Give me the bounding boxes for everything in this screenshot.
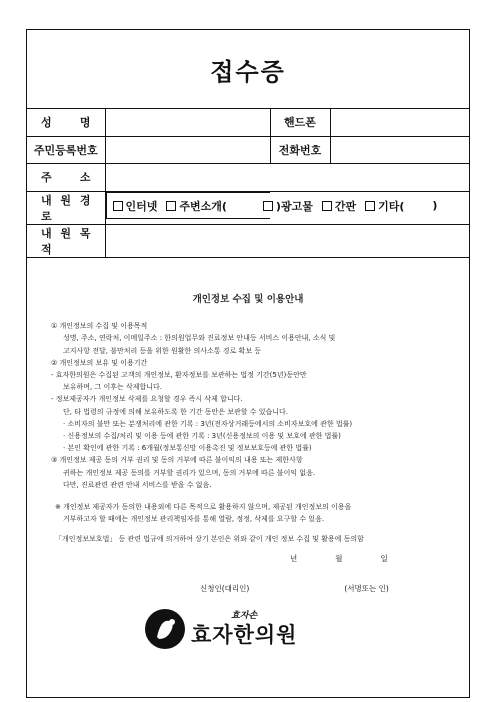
signature-note: (서명또는 인): [344, 584, 389, 593]
privacy-line: - 효자한의원은 수집된 고객의 개인정보, 환자정보를 보관하는 법정 기간(5년)동안만: [51, 371, 307, 380]
month-label: 월: [335, 554, 343, 563]
purpose-field[interactable]: [105, 224, 469, 257]
checkbox-icon: [365, 201, 375, 211]
resident-field[interactable]: [105, 136, 270, 164]
clinic-logo: [145, 608, 297, 649]
privacy-line: ③ 개인정보 제공 동의 거부 권리 및 동의 거부에 따른 불이익의 내용 또는 제한사항: [51, 456, 303, 465]
checkbox-icon: [322, 201, 332, 211]
privacy-line: · 본인 확인에 관한 기록 : 6개월(정보통신망 이용촉진 및 정보보호등에 관한 법률): [63, 444, 312, 453]
clinic-name: 효자한의원: [191, 623, 298, 647]
table-row: [27, 136, 469, 164]
privacy-line: ② 개인정보의 보유 및 이용기간: [51, 358, 148, 367]
table-row: [27, 191, 469, 224]
privacy-notice: [27, 276, 469, 546]
checkbox-icon: [113, 201, 123, 211]
resident-label: 주민등록번호: [27, 136, 105, 164]
address-label: 주 소: [27, 164, 105, 192]
consent-statement: 「개인정보보호법」 등 관련 법규에 의거하여 상기 본인은 위와 같이 개인 정보 수집 및 활용에 동의함: [55, 535, 364, 544]
route-label: 내 원 경 로: [27, 191, 105, 224]
phone-field[interactable]: [330, 136, 469, 164]
receipt-form: [26, 29, 470, 698]
table-row: [27, 164, 469, 192]
name-field[interactable]: [105, 109, 270, 137]
privacy-line: 보유하며, 그 이후는 삭제합니다.: [63, 383, 163, 392]
route-option-internet[interactable]: 인터넷: [113, 198, 158, 214]
privacy-notice-line: ※ 개인정보 제공자가 동의한 내용외에 다른 목적으로 활용하지 않으며, 제공된 개인정보의 이용을: [55, 503, 352, 512]
privacy-line: 다만, 진료관련 관련 안내 서비스를 받을 수 없음.: [63, 480, 212, 489]
privacy-line: 귀하는 개인정보 제공 동의를 거부할 권리가 있으며, 동의 거부에 따른 불이익 없음.: [63, 468, 316, 477]
privacy-line: ① 개인정보의 수집 및 이용목적: [51, 322, 148, 331]
privacy-line: 고지사항 전달, 불만처리 등을 위한 원활한 의사소통 경로 확보 등: [63, 346, 262, 355]
date-row: [290, 553, 388, 564]
day-label: 일: [380, 554, 388, 563]
name-label: 성 명: [27, 109, 105, 137]
table-row: [27, 109, 469, 137]
year-label: 년: [290, 554, 298, 563]
privacy-line: · 소비자의 불만 또는 분쟁처리에 관한 기록 : 3년(전자상거래등에서의 소비자보호에 관한 법률): [63, 419, 353, 428]
checkbox-icon: [263, 201, 273, 211]
purpose-label: 내 원 목 적: [27, 224, 105, 257]
privacy-line: 단, 타 법령의 규정에 의해 보유하도록 한 기간 동안은 보관할 수 있습니다.: [63, 407, 289, 416]
route-options: [106, 192, 438, 220]
page-title: 접수증: [27, 30, 469, 109]
mobile-label: 핸드폰: [270, 109, 330, 137]
clinic-emblem-icon: [145, 609, 185, 649]
info-table: [27, 108, 469, 258]
logo-tagline: 효자손: [231, 611, 258, 621]
privacy-line: - 정보제공자가 개인정보 삭제를 요청할 경우 즉시 삭제 합니다.: [51, 395, 243, 404]
route-option-other[interactable]: 기타( ): [365, 198, 437, 214]
privacy-title: 개인정보 수집 및 이용안내: [192, 294, 304, 305]
privacy-notice-line: 거부하고자 할 때에는 개인정보 관리책임자를 통해 열람, 정정, 삭제를 요구할 수 있음.: [63, 515, 325, 524]
address-field[interactable]: [105, 164, 469, 192]
applicant-label: 신청인(대리인): [200, 584, 250, 593]
privacy-line: 성명, 주소, 연락처, 이메일주소 : 한의원업무와 진료정보 안내등 서비스 이용안내, 소식 및: [63, 334, 336, 343]
route-option-referral[interactable]: 주변소개( )광고물: [166, 198, 312, 214]
mobile-field[interactable]: [330, 109, 469, 137]
privacy-line: · 신용정보의 수집/처리 및 이용 등에 관한 기록 : 3년(신용정보의 이용 및 보호에 관한 법률): [63, 432, 341, 441]
route-option-sign[interactable]: 간판: [322, 198, 356, 214]
table-row: [27, 224, 469, 257]
signature-row: [200, 583, 389, 594]
phone-label: 전화번호: [270, 136, 330, 164]
checkbox-icon: [166, 201, 176, 211]
